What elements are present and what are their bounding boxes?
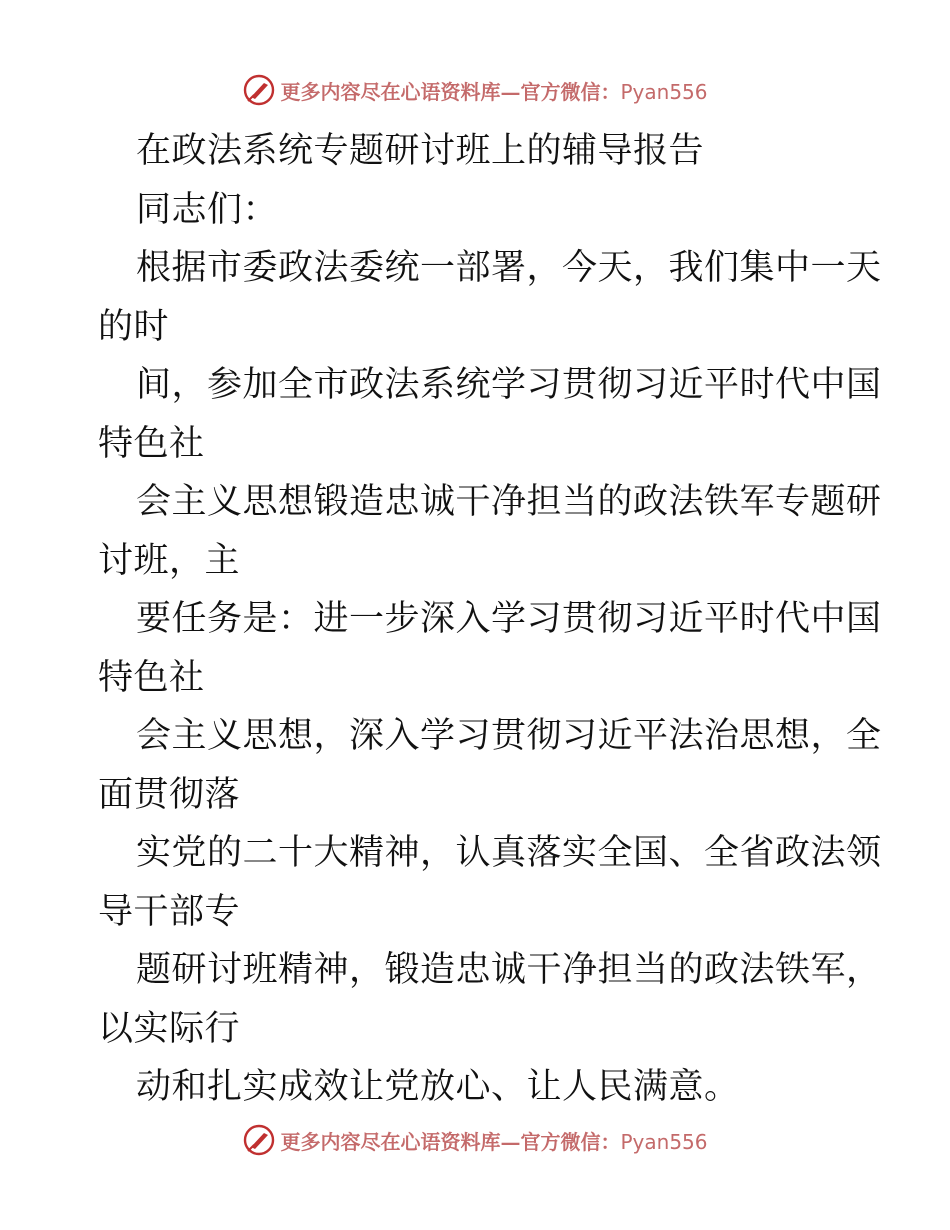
paragraph-line: 讨班，主: [98, 540, 241, 581]
document-body: [98, 122, 882, 1117]
paragraph-line: 间，参加全市政法系统学习贯彻习近平时代中国: [136, 365, 882, 405]
watermark-banner-top: [0, 70, 950, 110]
paragraph-line: 面贯彻落: [98, 774, 241, 815]
salutation: 同志们：: [136, 189, 279, 230]
paragraph-line: 会主义思想锻造忠诚干净担当的政法铁军专题研: [136, 482, 882, 522]
document-title: 在政法系统专题研讨班上的辅导报告: [136, 131, 705, 171]
paragraph-line: 会主义思想，深入学习贯彻习近平法治思想，全: [136, 716, 882, 756]
paragraph-line: 特色社: [98, 423, 205, 464]
paragraph-line: 实党的二十大精神，认真落实全国、全省政法领: [136, 833, 882, 873]
paragraph-line: 根据市委政法委统一部署，今天，我们集中一天: [136, 248, 882, 288]
paragraph-line: 以实际行: [98, 1008, 241, 1049]
paragraph-line: 的时: [98, 306, 170, 347]
paragraph-line: 导干部专: [98, 891, 241, 932]
paragraph-line: 题研讨班精神，锻造忠诚干净担当的政法铁军，: [136, 950, 882, 990]
watermark-banner-bottom: [0, 1120, 950, 1160]
paragraph-line: 要任务是：进一步深入学习贯彻习近平时代中国: [136, 599, 882, 639]
watermark-text: 更多内容尽在心语资料库—官方微信：Pyan556: [280, 1129, 708, 1154]
paragraph-line: 动和扎实成效让党放心、让人民满意。: [136, 1067, 740, 1107]
quill-circle-icon: [242, 73, 276, 107]
paragraph-line: 特色社: [98, 657, 205, 698]
watermark-text: 更多内容尽在心语资料库—官方微信：Pyan556: [280, 79, 708, 104]
quill-circle-icon: [242, 1123, 276, 1157]
